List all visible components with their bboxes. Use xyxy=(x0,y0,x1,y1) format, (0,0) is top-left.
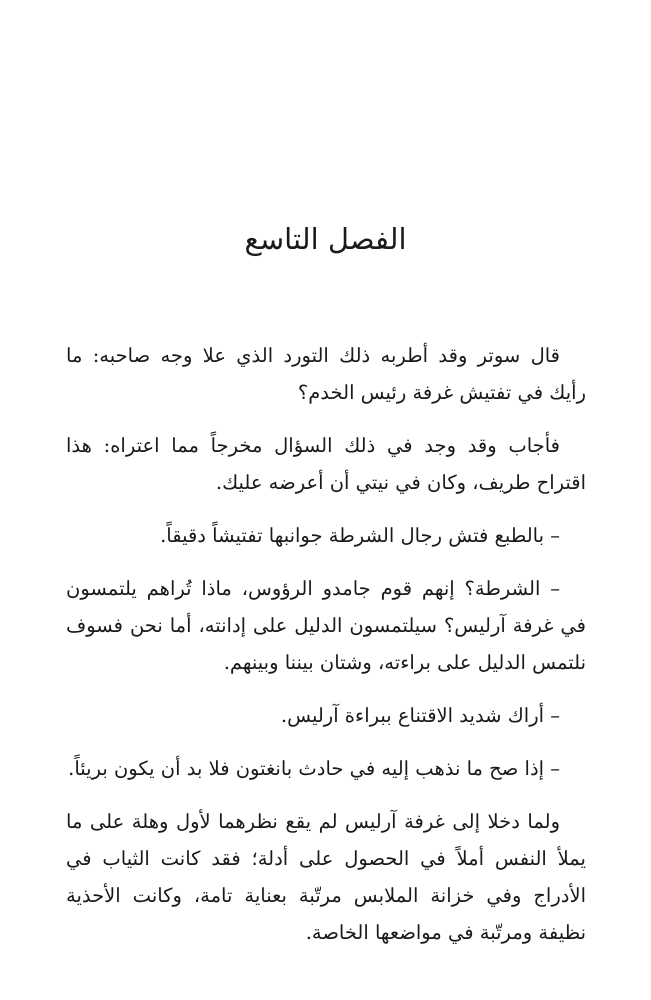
chapter-title: الفصل التاسع xyxy=(244,222,407,256)
paragraph: – بالطبع فتش رجال الشرطة جوانبها تفتيشاً دقيقاً. xyxy=(160,524,560,547)
chapter-body xyxy=(66,337,586,951)
paragraph: فأجاب وقد وجد في ذلك السؤال مخرجاً مما اعتراه: هذا اقتراح طريف، وكان في نيتي أن أعرضه عليك. xyxy=(66,434,586,494)
paragraph: – إذا صح ما نذهب إليه في حادث بانغتون فلا بد أن يكون بريئاً. xyxy=(68,757,560,780)
paragraph: قال سوتر وقد أطربه ذلك التورد الذي علا وجه صاحبه: ما رأيك في تفتيش غرفة رئيس الخدم؟ xyxy=(66,344,586,404)
paragraph: – أراك شديد الاقتناع ببراءة آرليس. xyxy=(280,704,560,727)
paragraph: ولما دخلا إلى غرفة آرليس لم يقع نظرهما لأول وهلة على ما يملأ النفس أملاً في الحصول على أدلة؛ فقد كانت الثياب في الأدراج وفي خزانة الملابس مرتّبة بعناية تامة، وكانت الأحذية نظيفة ومرتّبة في مواضعها الخاصة. xyxy=(66,810,586,944)
paragraph: – الشرطة؟ إنهم قوم جامدو الرؤوس، ماذا تُراهم يلتمسون في غرفة آرليس؟ سيلتمسون الدليل على إدانته، أما نحن فسوف نلتمس الدليل على براءته، وشتان بيننا وبينهم. xyxy=(66,577,586,674)
